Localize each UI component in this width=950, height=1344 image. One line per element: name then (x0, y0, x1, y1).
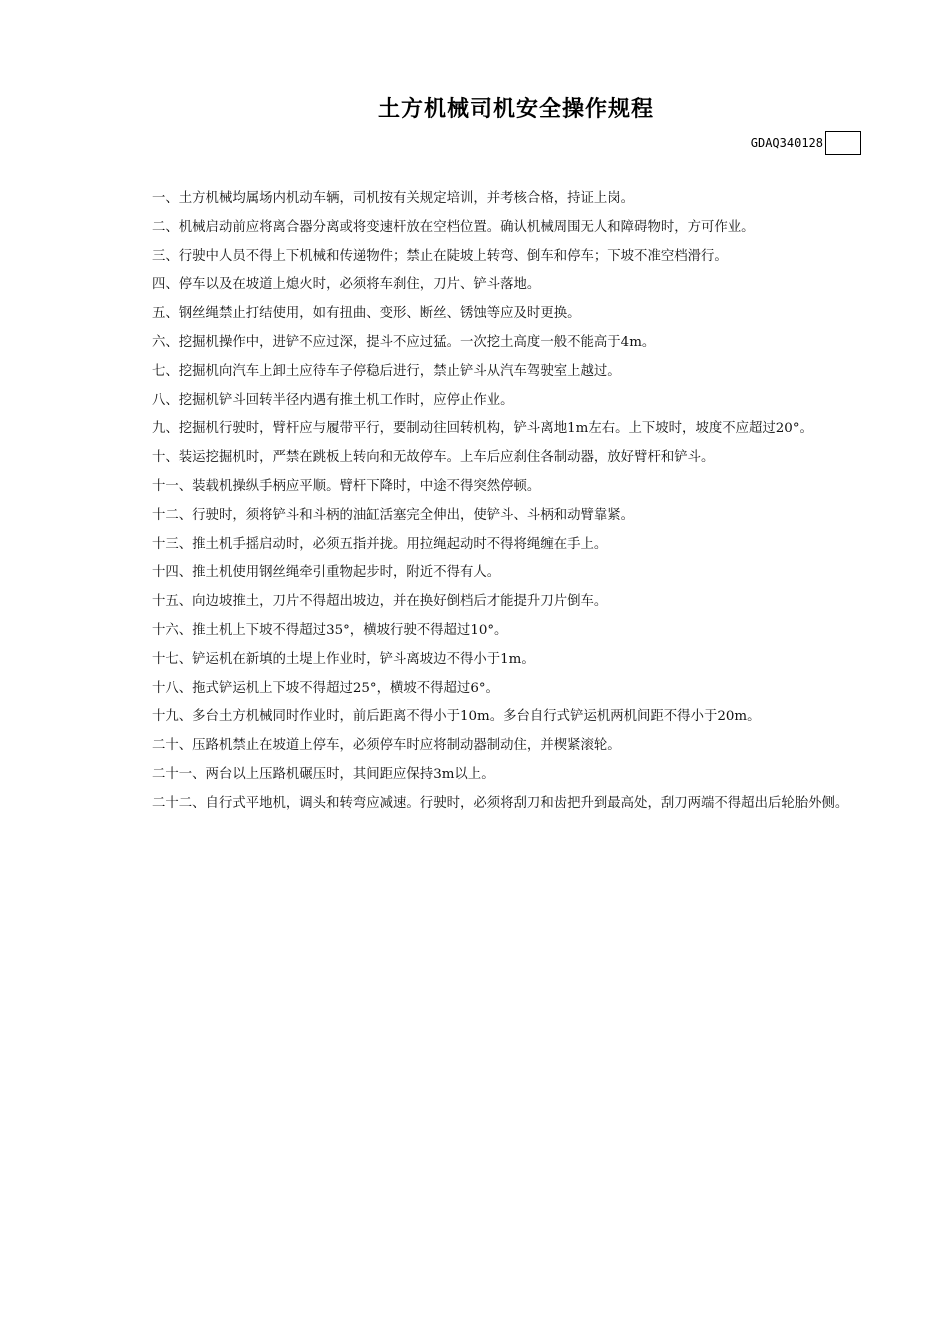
document-code-box (825, 131, 861, 155)
paragraph-13: 十三、推土机手摇启动时，必须五指并拢。用拉绳起动时不得将绳缠在手上。 (152, 536, 608, 552)
paragraph-18: 十八、拖式铲运机上下坡不得超过25°，横坡不得超过6°。 (152, 680, 499, 696)
paragraph-12: 十二、行驶时，须将铲斗和斗柄的油缸活塞完全伸出，使铲斗、斗柄和动臂靠紧。 (152, 507, 635, 523)
paragraph-22: 二十二、自行式平地机，调头和转弯应减速。行驶时，必须将刮刀和齿把升到最高处，刮刀两端不得超出后轮胎外侧。 (152, 795, 849, 811)
document-body (114, 185, 890, 819)
paragraph-7: 七、挖掘机向汽车上卸土应待车子停稳后进行，禁止铲斗从汽车驾驶室上越过。 (152, 363, 621, 379)
paragraph-6: 六、挖掘机操作中，进铲不应过深，提斗不应过猛。一次挖土高度一般不能高于4m。 (152, 334, 656, 350)
paragraph-5: 五、钢丝绳禁止打结使用，如有扭曲、变形、断丝、锈蚀等应及时更换。 (152, 306, 581, 322)
paragraph-21: 二十一、两台以上压路机碾压时，其间距应保持3m以上。 (152, 766, 495, 782)
paragraph-2: 二、机械启动前应将离合器分离或将变速杆放在空档位置。确认机械周围无人和障碍物时，方可作业。 (152, 219, 755, 235)
document-code: GDAQ340128 (750, 136, 823, 150)
paragraph-16: 十六、推土机上下坡不得超过35°，横坡行驶不得超过10°。 (152, 622, 508, 638)
document-code-row (751, 131, 861, 155)
paragraph-9: 九、挖掘机行驶时，臂杆应与履带平行，要制动往回转机构，铲斗离地1m左右。上下坡时，坡度不应超过20°。 (152, 421, 813, 437)
paragraph-4: 四、停车以及在坡道上熄火时，必须将车刹住，刀片、铲斗落地。 (152, 277, 541, 293)
paragraph-8: 八、挖掘机铲斗回转半径内遇有推土机工作时，应停止作业。 (152, 392, 514, 408)
paragraph-19: 十九、多台土方机械同时作业时，前后距离不得小于10m。多台自行式铲运机两机间距不得小于20m。 (152, 709, 761, 725)
paragraph-20: 二十、压路机禁止在坡道上停车，必须停车时应将制动器制动住，并楔紧滚轮。 (152, 738, 621, 754)
paragraph-15: 十五、向边坡推土，刀片不得超出坡边，并在换好倒档后才能提升刀片倒车。 (152, 594, 608, 610)
paragraph-17: 十七、铲运机在新填的土堤上作业时，铲斗离坡边不得小于1m。 (152, 651, 535, 667)
paragraph-10: 十、装运挖掘机时，严禁在跳板上转向和无故停车。上车后应刹住各制动器，放好臂杆和铲斗。 (152, 450, 715, 466)
paragraph-3: 三、行驶中人员不得上下机械和传递物件；禁止在陡坡上转弯、倒车和停车；下坡不准空档滑行。 (152, 248, 728, 264)
paragraph-1: 一、土方机械均属场内机动车辆，司机按有关规定培训，并考核合格，持证上岗。 (152, 191, 635, 206)
document-title: 土方机械司机安全操作规程 (377, 97, 654, 122)
paragraph-14: 十四、推土机使用钢丝绳牵引重物起步时，附近不得有人。 (152, 565, 501, 581)
paragraph-11: 十一、装载机操纵手柄应平顺。臂杆下降时，中途不得突然停顿。 (152, 478, 541, 494)
